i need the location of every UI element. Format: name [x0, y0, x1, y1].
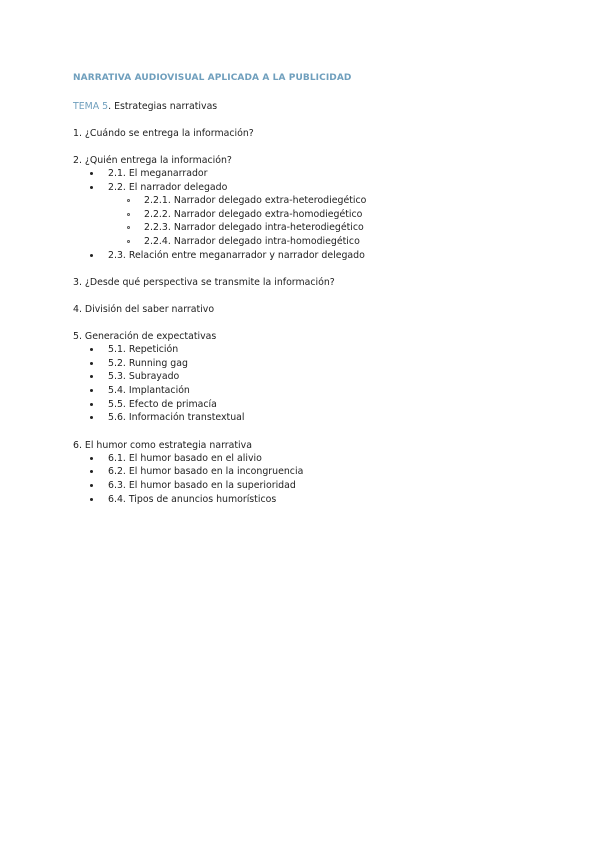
- section-title: 1. ¿Cuándo se entrega la información?: [73, 128, 254, 139]
- bullet-icon: [90, 470, 93, 473]
- section-list: [73, 452, 553, 506]
- list-item: [73, 343, 553, 357]
- bullet-icon: [90, 375, 93, 378]
- list-item: [73, 167, 553, 181]
- list-item-label: 5.4. Implantación: [108, 384, 190, 396]
- list-item: [73, 452, 553, 466]
- circle-bullet-icon: [127, 226, 130, 229]
- section-title: 3. ¿Desde qué perspectiva se transmite la información?: [73, 277, 335, 289]
- topic-heading: [73, 100, 553, 113]
- list-item-label: 2.1. El meganarrador: [108, 168, 208, 179]
- bullet-icon: [90, 254, 93, 257]
- sub-list-item-label: 2.2.1. Narrador delegado extra-heterodiegético: [144, 195, 367, 207]
- bullet-icon: [90, 362, 93, 365]
- sub-list-item-label: 2.2.3. Narrador delegado intra-heterodiegético: [144, 222, 364, 234]
- bullet-icon: [90, 416, 93, 419]
- list-item-label: 6.2. El humor basado en la incongruencia: [108, 466, 304, 478]
- sub-list-item: [108, 221, 553, 235]
- topic-title: . Estrategias narrativas: [108, 101, 218, 112]
- outline-section: [73, 303, 553, 316]
- outline-section: [73, 439, 553, 506]
- list-item: [73, 181, 553, 249]
- circle-bullet-icon: [127, 213, 130, 216]
- list-item-label: 6.1. El humor basado en el alivio: [108, 452, 262, 464]
- list-item-label: 5.6. Información transtextual: [108, 412, 245, 424]
- list-item-label: 6.4. Tipos de anuncios humorísticos: [108, 493, 277, 505]
- bullet-icon: [90, 457, 93, 460]
- list-item: [73, 384, 553, 398]
- bullet-icon: [90, 186, 93, 189]
- list-item-label: 5.3. Subrayado: [108, 371, 180, 383]
- bullet-icon: [90, 498, 93, 501]
- section-title: 2. ¿Quién entrega la información?: [73, 155, 232, 166]
- section-title: 5. Generación de expectativas: [73, 331, 217, 343]
- bullet-icon: [90, 403, 93, 406]
- section-list: [73, 343, 553, 425]
- list-item: [73, 493, 553, 507]
- circle-bullet-icon: [127, 199, 130, 202]
- list-item: [73, 465, 553, 479]
- bullet-icon: [90, 348, 93, 351]
- document-page: [73, 72, 553, 506]
- document-title: NARRATIVA AUDIOVISUAL APLICADA A LA PUBLICIDAD: [73, 73, 352, 83]
- list-item-label: 6.3. El humor basado en la superioridad: [108, 479, 296, 491]
- list-item: [73, 411, 553, 425]
- list-item-label: 5.1. Repetición: [108, 344, 179, 356]
- sub-list-item: [108, 194, 553, 208]
- outline-section: [73, 154, 553, 262]
- section-title: 6. El humor como estrategia narrativa: [73, 439, 252, 451]
- list-item-label: 2.3. Relación entre meganarrador y narrador delegado: [108, 249, 365, 261]
- list-item-label: 5.2. Running gag: [108, 357, 188, 369]
- sub-list-item: [108, 235, 553, 249]
- list-item: [73, 398, 553, 412]
- list-item: [73, 479, 553, 493]
- bullet-icon: [90, 484, 93, 487]
- list-item: [73, 370, 553, 384]
- sub-list: [108, 194, 553, 248]
- section-title: 4. División del saber narrativo: [73, 304, 215, 316]
- list-item-label: 2.2. El narrador delegado: [108, 181, 228, 193]
- sub-list-item-label: 2.2.2. Narrador delegado extra-homodiegético: [144, 208, 363, 220]
- list-item: [73, 357, 553, 371]
- outline: [73, 127, 553, 506]
- list-item-label: 5.5. Efecto de primacía: [108, 398, 217, 410]
- circle-bullet-icon: [127, 240, 130, 243]
- outline-section: [73, 276, 553, 289]
- list-item: [73, 249, 553, 263]
- section-list: [73, 167, 553, 262]
- bullet-icon: [90, 389, 93, 392]
- topic-label: TEMA 5: [73, 101, 109, 112]
- bullet-icon: [90, 172, 93, 175]
- outline-section: [73, 127, 553, 140]
- outline-section: [73, 330, 553, 425]
- sub-list-item-label: 2.2.4. Narrador delegado intra-homodiegético: [144, 235, 360, 247]
- sub-list-item: [108, 208, 553, 222]
